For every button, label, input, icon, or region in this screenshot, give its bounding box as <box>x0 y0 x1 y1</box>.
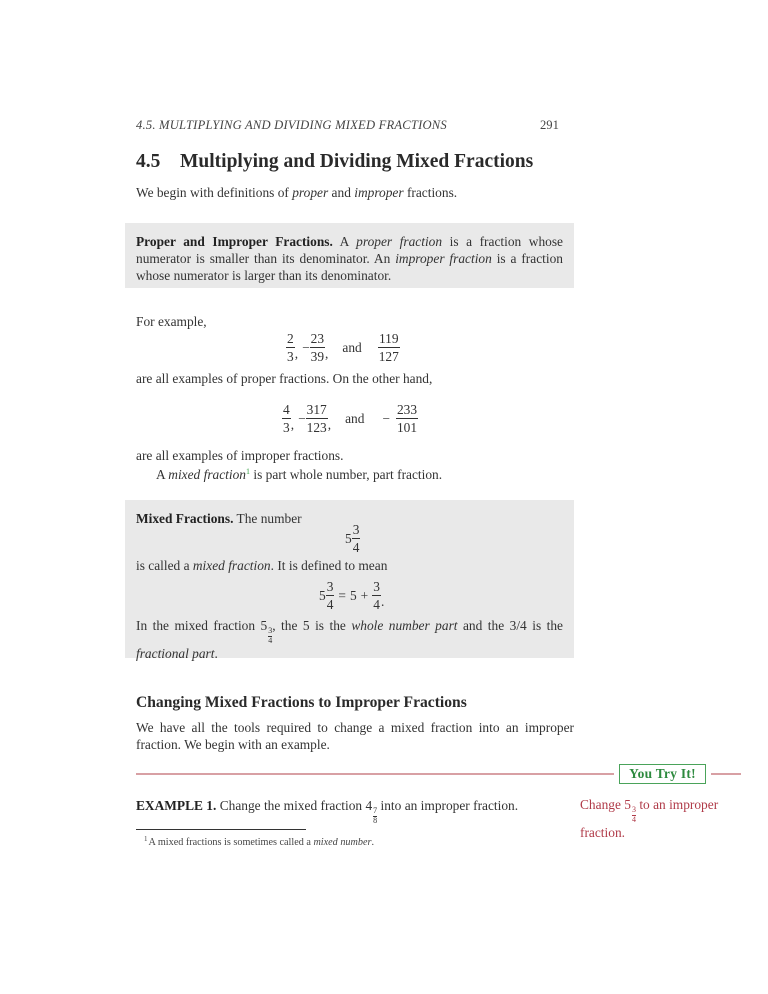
numerator: 3 <box>352 522 360 537</box>
text: . It is defined to mean <box>270 558 388 573</box>
comma: , <box>325 345 329 361</box>
definition-line <box>136 557 387 574</box>
you-try-it-exercise <box>580 796 750 841</box>
improper-fractions-display <box>282 403 418 435</box>
denominator: 3 <box>287 349 294 365</box>
page-number: 291 <box>540 118 559 132</box>
fraction <box>282 403 291 435</box>
definition-paragraph <box>136 617 563 662</box>
text: and the 3/4 is the <box>457 618 563 633</box>
numerator: 3 <box>631 805 636 814</box>
fraction <box>286 332 295 364</box>
numerator: 4 <box>283 402 290 417</box>
definition-heading: Mixed Fractions. <box>136 511 234 526</box>
numerator: 119 <box>378 331 399 346</box>
whole-number: 5 <box>319 587 326 603</box>
term-proper-fraction: proper fraction <box>356 234 443 249</box>
text: . <box>371 837 374 848</box>
denominator: 4 <box>326 597 334 613</box>
term-mixed-fraction: mixed fraction <box>168 467 247 482</box>
minus-sign: − <box>298 410 306 426</box>
mixed-fraction-definition-equation <box>319 580 384 612</box>
minus-sign: − <box>302 339 310 355</box>
denominator: 127 <box>378 349 399 365</box>
term-fractional-part: fractional part <box>136 646 215 661</box>
fraction <box>326 580 335 612</box>
footnote <box>144 835 374 848</box>
proper-fractions-display <box>286 332 400 364</box>
text: A <box>156 467 169 482</box>
term-proper: proper <box>292 185 329 200</box>
definition-box-proper-improper <box>125 223 574 288</box>
intro-text: We begin with definitions of <box>136 185 293 200</box>
subsection-body: We have all the tools required to change a mixed fraction into an improper fraction. We begin with an example. <box>136 720 574 752</box>
denominator: 101 <box>396 420 418 436</box>
and-word: and <box>345 410 365 426</box>
plus-sign: + <box>360 587 369 603</box>
subsection-title: Changing Mixed Fractions to Improper Fractions <box>136 694 467 711</box>
and-word: and <box>342 339 362 355</box>
minus-sign: − <box>382 410 390 426</box>
definition-text-part: A <box>332 234 357 249</box>
fraction <box>310 332 325 364</box>
definition-text-part: is a fraction whose numerator is larger than its denominator. <box>136 251 563 283</box>
section-title <box>136 151 533 173</box>
running-head: 4.5. MULTIPLYING AND DIVIDING MIXED FRACTIONS <box>136 118 447 132</box>
term-mixed-number: mixed number <box>313 837 372 848</box>
equals-sign: = <box>338 587 346 603</box>
text: into an improper fraction. <box>377 798 519 813</box>
intro-text: and <box>328 185 355 200</box>
numerator: 7 <box>373 806 378 815</box>
term-improper: improper <box>354 185 404 200</box>
after-improper-text: are all examples of improper fractions. <box>136 448 344 463</box>
definition-text <box>136 233 563 284</box>
fraction <box>372 580 381 612</box>
intro-paragraph <box>136 184 457 201</box>
comma: , <box>327 416 332 432</box>
numerator: 3 <box>373 579 380 594</box>
mixed-intro-paragraph <box>156 463 442 483</box>
text: Change <box>580 797 625 812</box>
comma: , <box>294 345 299 361</box>
fraction <box>352 523 361 555</box>
whole-number: 5 <box>624 797 631 812</box>
text: A mixed fractions is sometimes called a <box>148 837 314 848</box>
whole-number: 5 <box>260 618 268 633</box>
for-example-text: For example, <box>136 314 207 329</box>
whole-number: 5 <box>345 530 352 546</box>
definition-line <box>136 510 302 527</box>
whole-number: 5 <box>349 587 357 603</box>
denominator: 123 <box>306 420 327 436</box>
text: The number <box>233 511 302 526</box>
text: In the mixed fraction <box>136 618 261 633</box>
comma: , <box>290 416 295 432</box>
numerator: 3 <box>326 579 334 594</box>
example-divider-rule <box>136 773 614 775</box>
fraction <box>396 403 418 435</box>
text: Change the mixed fraction <box>216 798 366 813</box>
numerator: 317 <box>306 402 327 417</box>
denominator: 4 <box>631 815 636 824</box>
footnote-rule <box>136 829 306 830</box>
footnote-mark: 1 <box>144 835 148 843</box>
text: is called a <box>136 558 193 573</box>
numerator: 233 <box>396 402 418 417</box>
numerator: 2 <box>287 331 294 346</box>
denominator: 4 <box>268 636 273 645</box>
section-number: 4.5 <box>136 151 161 172</box>
denominator: 4 <box>373 597 380 613</box>
denominator: 8 <box>373 816 378 825</box>
definition-box-mixed-fractions <box>125 500 574 661</box>
text: is part whole number, part fraction. <box>250 467 443 482</box>
example-label: EXAMPLE 1. <box>136 798 217 813</box>
whole-number: 4 <box>365 798 373 813</box>
period: . <box>380 593 385 609</box>
intro-text: fractions. <box>403 185 458 200</box>
term-whole-number-part: whole number part <box>351 618 458 633</box>
fraction <box>378 332 400 364</box>
definition-heading: Proper and Improper Fractions. <box>136 234 333 249</box>
footnote-link[interactable]: 1 <box>246 467 251 476</box>
you-try-it-label: You Try It! <box>619 764 706 784</box>
after-proper-text: are all examples of proper fractions. On the other hand, <box>136 371 433 386</box>
term-mixed-fraction: mixed fraction <box>192 558 271 573</box>
fraction <box>306 403 328 435</box>
denominator: 39 <box>310 349 325 365</box>
denominator: 4 <box>352 540 360 556</box>
numerator: 3 <box>268 626 273 635</box>
text: . <box>214 646 218 661</box>
mixed-fraction-display <box>345 523 360 555</box>
section-title-text: Multiplying and Dividing Mixed Fractions <box>180 151 534 172</box>
term-improper-fraction: improper fraction <box>395 251 492 266</box>
definition-text-part: is a fraction whose numerator is smaller than its denominator. An <box>136 234 563 266</box>
numerator: 23 <box>310 331 325 346</box>
example-1 <box>136 797 518 825</box>
denominator: 3 <box>283 420 290 436</box>
text: , the 5 is the <box>272 618 352 633</box>
text: to an improper fraction. <box>580 797 719 840</box>
example-divider-rule <box>711 773 741 775</box>
